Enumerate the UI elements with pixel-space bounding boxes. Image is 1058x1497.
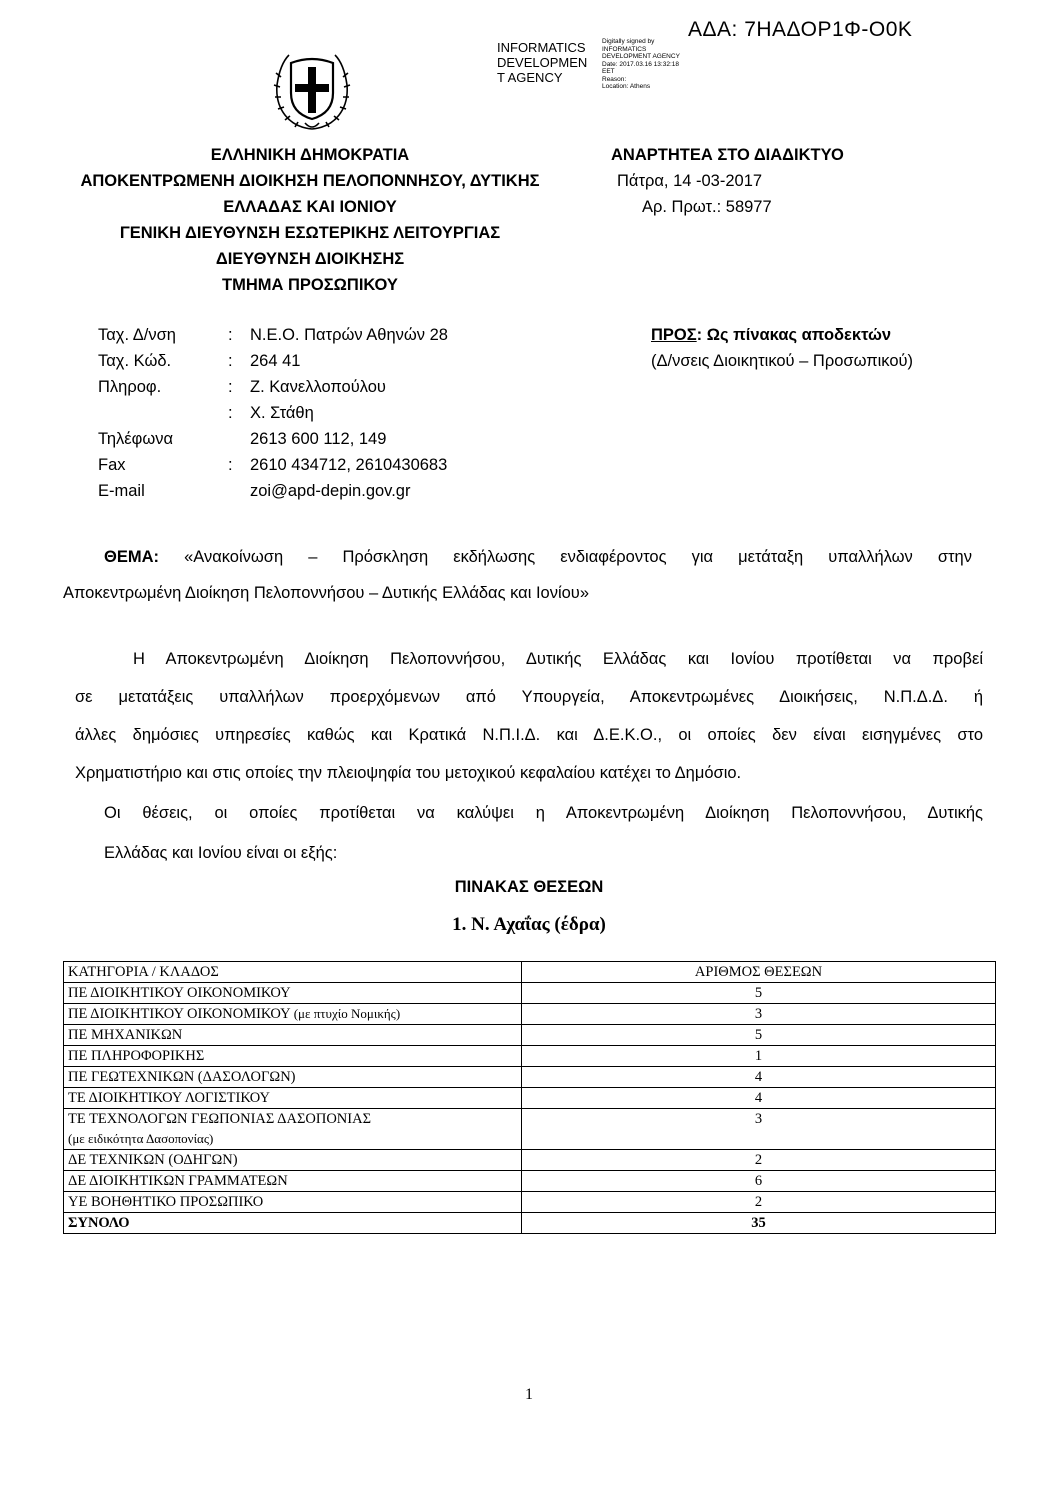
category-text: ΠΕ ΔΙΟΙΚΗΤΙΚΟΥ ΟΙΚΟΝΟΜΙΚΟΥ (68, 985, 291, 1001)
category-text: ΤΕ ΤΕΧΝΟΛΟΓΩΝ ΓΕΩΠΟΝΙΑΣ ΔΑΣΟΠΟΝΙΑΣ (68, 1111, 372, 1127)
body-line: Οι θέσεις, οι οποίες προτίθεται να καλύψει η Αποκεντρωμένη Διοίκηση Πελοποννήσου, Δυτικής (104, 804, 983, 822)
signature-detail-line: DEVELOPMENT AGENCY (602, 53, 680, 60)
signature-detail-line: INFORMATICS (602, 45, 647, 53)
count-cell: 5 (522, 983, 996, 1004)
count-cell: 6 (522, 1171, 996, 1192)
category-text: ΔΕ ΔΙΟΙΚΗΤΙΚΩΝ ΓΡΑΜΜΑΤΕΩΝ (68, 1173, 288, 1189)
category-cell (64, 1025, 522, 1046)
count-cell: 2 (522, 1150, 996, 1171)
contact-value: Ν.Ε.Ο. Πατρών Αθηνών 28 (250, 326, 448, 344)
contact-value: Χ. Στάθη (250, 404, 314, 422)
body-line: Η Αποκεντρωμένη Διοίκηση Πελοποννήσου, Δυτικής Ελλάδας και Ιονίου προτίθεται να προβεί (133, 650, 983, 668)
category-cell (64, 1004, 522, 1025)
signature-organization (497, 40, 587, 85)
signature-detail-line: Digitally signed by (602, 38, 655, 45)
issuing-authority-header (30, 142, 590, 298)
contact-label: Πληροφ. (98, 378, 162, 396)
category-note: (με πτυχίο Νομικής) (293, 1006, 401, 1021)
column-header-count: ΑΡΙΘΜΟΣ ΘΕΣΕΩΝ (522, 962, 996, 983)
contact-separator: : (228, 456, 233, 474)
category-text: ΠΕ ΓΕΩΤΕΧΝΙΚΩΝ (ΔΑΣΟΛΟΓΩΝ) (68, 1069, 296, 1085)
signature-detail-line: Date: 2017.03.16 13:32:18 (602, 60, 679, 68)
recipients-label: ΠΡΟΣ (651, 326, 697, 344)
category-cell (64, 1171, 522, 1192)
contact-separator: : (228, 352, 233, 370)
recipients-value: : Ως πίνακας αποδεκτών (696, 326, 892, 344)
table-header-row (64, 962, 996, 983)
table-row (64, 1004, 996, 1025)
contact-value: 2613 600 112, 149 (250, 430, 387, 448)
table-row (64, 1046, 996, 1067)
table-row (64, 1109, 996, 1150)
recipients-detail: (Δ/νσεις Διοικητικού – Προσωπικού) (651, 352, 914, 370)
contact-value: Ζ. Κανελλοπούλου (250, 378, 386, 396)
category-text: ΤΕ ΔΙΟΙΚΗΤΙΚΟΥ ΛΟΓΙΣΤΙΚΟΥ (68, 1090, 271, 1106)
signature-org-line: INFORMATICS (497, 40, 586, 55)
table-row (64, 1088, 996, 1109)
contact-separator: : (228, 326, 233, 344)
category-note: (με ειδικότητα Δασοπονίας) (68, 1131, 214, 1146)
contact-label: E-mail (98, 482, 145, 500)
table-title: ΠΙΝΑΚΑΣ ΘΕΣΕΩΝ (454, 878, 604, 896)
count-cell: 3 (522, 1109, 996, 1150)
contact-label: Fax (98, 456, 126, 474)
header-line: ΓΕΝΙΚΗ ΔΙΕΥΘΥΝΣΗ ΕΣΩΤΕΡΙΚΗΣ ΛΕΙΤΟΥΡΓΙΑΣ (119, 224, 501, 242)
count-cell: 3 (522, 1004, 996, 1025)
header-line: ΤΜΗΜΑ ΠΡΟΣΩΠΙΚΟΥ (222, 276, 398, 294)
total-value: 35 (522, 1213, 996, 1234)
contact-label: Τηλέφωνα (98, 430, 174, 448)
count-cell: 5 (522, 1025, 996, 1046)
body-line: σε μετατάξεις υπαλλήλων προερχόμενων από Υπουργεία, Αποκεντρωμένες Διοικήσεις, Ν.Π.Δ.Δ. ή (75, 688, 983, 706)
table-total-row (64, 1213, 996, 1234)
table-row (64, 1171, 996, 1192)
signature-details (602, 38, 680, 91)
document-meta (611, 142, 844, 220)
header-line: ΔΙΕΥΘΥΝΣΗ ΔΙΟΙΚΗΣΗΣ (215, 250, 405, 268)
header-line: ΕΛΛΑΔΑΣ ΚΑΙ ΙΟΝΙΟΥ (223, 198, 397, 216)
subject-line-1 (104, 544, 972, 570)
subject-text: «Ανακοίνωση – Πρόσκληση εκδήλωσης ενδιαφέροντος για μετάταξη υπαλλήλων στην (184, 548, 972, 566)
body-line: Χρηματιστήριο και στις οποίες την πλειοψηφία του μετοχικού κεφαλαίου κατέχει το Δημόσιο. (75, 764, 742, 782)
contact-separator: : (228, 378, 233, 396)
protocol-number: Αρ. Πρωτ.: 58977 (642, 198, 772, 216)
count-cell: 2 (522, 1192, 996, 1213)
category-text: ΔΕ ΤΕΧΝΙΚΩΝ (ΟΔΗΓΩΝ) (68, 1152, 238, 1168)
contact-label: Ταχ. Κώδ. (98, 352, 172, 370)
signature-detail-line: EET (602, 68, 615, 75)
category-cell (64, 1046, 522, 1067)
header-line: ΑΠΟΚΕΝΤΡΩΜΕΝΗ ΔΙΟΙΚΗΣΗ ΠΕΛΟΠΟΝΝΗΣΟΥ, ΔΥΤΙΚΗΣ (80, 172, 540, 190)
contact-email-link[interactable]: zoi@apd-depin.gov.gr (250, 482, 411, 500)
category-cell (64, 1067, 522, 1088)
signature-org-line: DEVELOPMEN (497, 55, 588, 70)
count-cell: 4 (522, 1088, 996, 1109)
table-row (64, 1192, 996, 1213)
category-text: ΠΕ ΔΙΟΙΚΗΤΙΚΟΥ ΟΙΚΟΝΟΜΙΚΟΥ (68, 1006, 291, 1022)
category-text: ΥΕ ΒΟΗΘΗΤΙΚΟ ΠΡΟΣΩΠΙΚΟ (68, 1194, 264, 1210)
category-text: ΠΕ ΠΛΗΡΟΦΟΡΙΚΗΣ (68, 1048, 205, 1064)
contact-value: 264 41 (250, 352, 301, 370)
table-row (64, 983, 996, 1004)
column-header-category: ΚΑΤΗΓΟΡΙΑ / ΚΛΑΔΟΣ (64, 962, 522, 983)
signature-detail-line: Location: Athens (602, 83, 651, 90)
contact-label: Ταχ. Δ/νση (98, 326, 176, 344)
section-title: 1. Ν. Αχαΐας (έδρα) (452, 914, 606, 935)
body-line: άλλες δημόσιες υπηρεσίες καθώς και Κρατικά Ν.Π.Ι.Δ. και Δ.Ε.Κ.Ο., οι οποίες δεν είναι εισηγμένες στο (75, 726, 983, 744)
total-label: ΣΥΝΟΛΟ (64, 1213, 522, 1234)
page-number: 1 (525, 1386, 533, 1403)
table-row (64, 1025, 996, 1046)
contact-separator: : (228, 404, 233, 422)
table-row (64, 1067, 996, 1088)
header-line: ΕΛΛΗΝΙΚΗ ΔΗΜΟΚΡΑΤΙΑ (210, 146, 410, 164)
ada-code: ΑΔΑ: 7ΗΑΔΟΡ1Φ-Ο0Κ (688, 18, 913, 41)
greek-emblem-icon (269, 47, 355, 133)
subject-line-2: Αποκεντρωμένη Διοίκηση Πελοποννήσου – Δυτικής Ελλάδας και Ιονίου» (63, 584, 590, 602)
post-online-notice: ΑΝΑΡΤΗΤΕΑ ΣΤΟ ΔΙΑΔΙΚΤΥΟ (611, 146, 844, 164)
category-cell (64, 983, 522, 1004)
recipients (651, 322, 913, 374)
signature-org-line: T AGENCY (497, 70, 563, 85)
category-text: ΠΕ ΜΗΧΑΝΙΚΩΝ (68, 1027, 183, 1043)
body-line: Ελλάδας και Ιονίου είναι οι εξής: (104, 844, 338, 862)
place-date: Πάτρα, 14 -03-2017 (617, 172, 763, 190)
contact-value: 2610 434712, 2610430683 (250, 456, 448, 474)
category-cell (64, 1109, 522, 1150)
table-row (64, 1150, 996, 1171)
count-cell: 1 (522, 1046, 996, 1067)
count-cell: 4 (522, 1067, 996, 1088)
category-cell (64, 1088, 522, 1109)
positions-table (63, 961, 996, 1234)
subject-label: ΘΕΜΑ: (104, 548, 159, 566)
category-cell (64, 1192, 522, 1213)
category-cell (64, 1150, 522, 1171)
signature-detail-line: Reason: (602, 75, 627, 83)
